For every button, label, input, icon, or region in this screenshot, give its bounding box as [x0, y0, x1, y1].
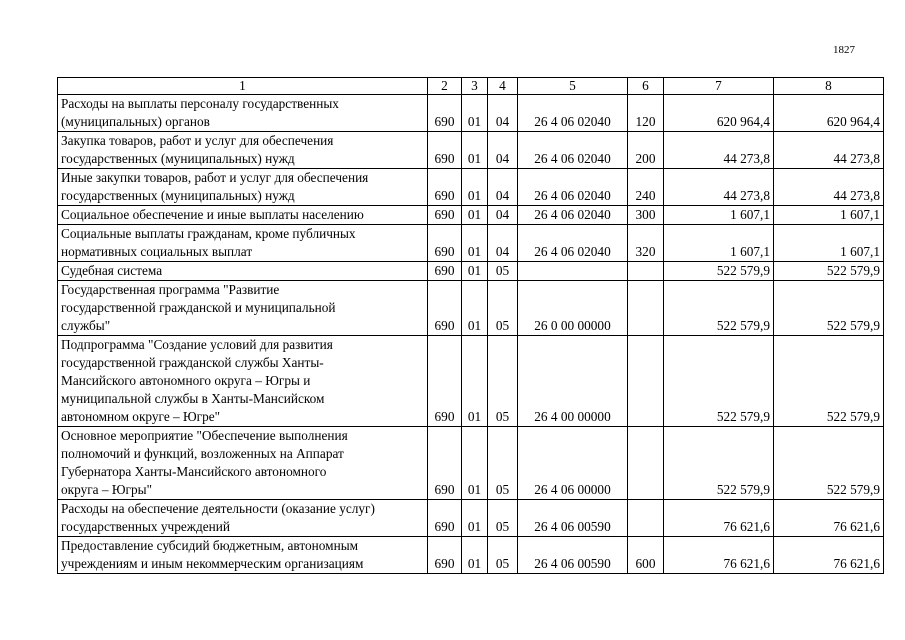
cell-target-article: 26 4 06 00590	[518, 500, 628, 537]
cell-target-article: 26 4 06 02040	[518, 169, 628, 206]
table-row	[58, 281, 884, 336]
cell-admin-code: 690	[428, 206, 462, 225]
cell-section: 01	[462, 225, 488, 262]
cell-section: 01	[462, 537, 488, 574]
cell-admin-code: 690	[428, 500, 462, 537]
header-col-6: 6	[628, 78, 664, 95]
cell-amount-1: 1 607,1	[664, 206, 774, 225]
cell-subsection: 05	[488, 281, 518, 336]
table-row	[58, 225, 884, 262]
cell-description: Судебная система	[58, 262, 428, 281]
cell-description: Основное мероприятие "Обеспечение выполнения полномочий и функций, возложенных на Аппарат Губернатора Ханты-Мансийского автономного округа – Югры"	[58, 427, 428, 500]
cell-expense-type	[628, 336, 664, 427]
cell-expense-type	[628, 427, 664, 500]
header-col-3: 3	[462, 78, 488, 95]
header-col-5: 5	[518, 78, 628, 95]
cell-subsection: 05	[488, 336, 518, 427]
cell-admin-code: 690	[428, 537, 462, 574]
cell-admin-code: 690	[428, 132, 462, 169]
cell-target-article: 26 4 06 02040	[518, 132, 628, 169]
cell-amount-1: 76 621,6	[664, 537, 774, 574]
cell-amount-1: 1 607,1	[664, 225, 774, 262]
cell-description: Закупка товаров, работ и услуг для обеспечения государственных (муниципальных) нужд	[58, 132, 428, 169]
cell-subsection: 04	[488, 225, 518, 262]
cell-section: 01	[462, 95, 488, 132]
cell-amount-2: 522 579,9	[774, 281, 884, 336]
table-row	[58, 537, 884, 574]
budget-table	[57, 77, 884, 574]
cell-subsection: 05	[488, 537, 518, 574]
cell-expense-type: 300	[628, 206, 664, 225]
cell-subsection: 04	[488, 169, 518, 206]
cell-description: Подпрограмма "Создание условий для развития государственной гражданской службы Ханты- Мансийского автономного округа – Югры и муниципальной службы в Ханты-Мансийском автономном округе – Югре"	[58, 336, 428, 427]
table-row	[58, 132, 884, 169]
cell-amount-2: 1 607,1	[774, 225, 884, 262]
cell-section: 01	[462, 262, 488, 281]
cell-section: 01	[462, 206, 488, 225]
table-header-row	[58, 78, 884, 95]
cell-expense-type	[628, 500, 664, 537]
cell-amount-2: 44 273,8	[774, 132, 884, 169]
cell-target-article: 26 0 00 00000	[518, 281, 628, 336]
table-row	[58, 336, 884, 427]
cell-target-article	[518, 262, 628, 281]
table-row	[58, 169, 884, 206]
cell-target-article: 26 4 06 02040	[518, 206, 628, 225]
cell-expense-type: 320	[628, 225, 664, 262]
cell-target-article: 26 4 06 02040	[518, 225, 628, 262]
cell-amount-1: 44 273,8	[664, 169, 774, 206]
cell-subsection: 04	[488, 95, 518, 132]
cell-amount-2: 76 621,6	[774, 537, 884, 574]
cell-amount-2: 522 579,9	[774, 336, 884, 427]
cell-admin-code: 690	[428, 281, 462, 336]
cell-amount-1: 522 579,9	[664, 281, 774, 336]
cell-expense-type	[628, 262, 664, 281]
cell-subsection: 05	[488, 500, 518, 537]
cell-amount-2: 620 964,4	[774, 95, 884, 132]
cell-section: 01	[462, 281, 488, 336]
table-row	[58, 95, 884, 132]
cell-amount-1: 522 579,9	[664, 336, 774, 427]
cell-expense-type: 120	[628, 95, 664, 132]
cell-admin-code: 690	[428, 336, 462, 427]
cell-amount-2: 522 579,9	[774, 427, 884, 500]
cell-description: Социальные выплаты гражданам, кроме публичных нормативных социальных выплат	[58, 225, 428, 262]
cell-section: 01	[462, 336, 488, 427]
cell-section: 01	[462, 132, 488, 169]
cell-amount-1: 76 621,6	[664, 500, 774, 537]
cell-section: 01	[462, 427, 488, 500]
cell-description: Государственная программа "Развитие государственной гражданской и муниципальной службы"	[58, 281, 428, 336]
cell-amount-2: 44 273,8	[774, 169, 884, 206]
cell-target-article: 26 4 06 00000	[518, 427, 628, 500]
header-col-7: 7	[664, 78, 774, 95]
cell-subsection: 05	[488, 427, 518, 500]
cell-amount-1: 620 964,4	[664, 95, 774, 132]
cell-expense-type: 200	[628, 132, 664, 169]
cell-description: Расходы на обеспечение деятельности (оказание услуг) государственных учреждений	[58, 500, 428, 537]
header-col-1: 1	[58, 78, 428, 95]
cell-subsection: 04	[488, 206, 518, 225]
cell-description: Расходы на выплаты персоналу государственных (муниципальных) органов	[58, 95, 428, 132]
cell-section: 01	[462, 500, 488, 537]
cell-target-article: 26 4 06 00590	[518, 537, 628, 574]
cell-description: Иные закупки товаров, работ и услуг для обеспечения государственных (муниципальных) нужд	[58, 169, 428, 206]
cell-admin-code: 690	[428, 225, 462, 262]
table-row	[58, 206, 884, 225]
header-col-4: 4	[488, 78, 518, 95]
header-col-8: 8	[774, 78, 884, 95]
cell-expense-type: 240	[628, 169, 664, 206]
header-col-2: 2	[428, 78, 462, 95]
cell-admin-code: 690	[428, 427, 462, 500]
cell-section: 01	[462, 169, 488, 206]
cell-admin-code: 690	[428, 169, 462, 206]
cell-subsection: 04	[488, 132, 518, 169]
cell-target-article: 26 4 00 00000	[518, 336, 628, 427]
cell-amount-2: 76 621,6	[774, 500, 884, 537]
cell-admin-code: 690	[428, 262, 462, 281]
cell-amount-1: 522 579,9	[664, 427, 774, 500]
cell-amount-2: 522 579,9	[774, 262, 884, 281]
cell-amount-2: 1 607,1	[774, 206, 884, 225]
table-row	[58, 500, 884, 537]
cell-target-article: 26 4 06 02040	[518, 95, 628, 132]
cell-expense-type	[628, 281, 664, 336]
table-row	[58, 262, 884, 281]
table-row	[58, 427, 884, 500]
page-number: 1827	[833, 44, 855, 56]
cell-amount-1: 522 579,9	[664, 262, 774, 281]
cell-expense-type: 600	[628, 537, 664, 574]
cell-description: Социальное обеспечение и иные выплаты населению	[58, 206, 428, 225]
cell-amount-1: 44 273,8	[664, 132, 774, 169]
cell-subsection: 05	[488, 262, 518, 281]
cell-admin-code: 690	[428, 95, 462, 132]
cell-description: Предоставление субсидий бюджетным, автономным учреждениям и иным некоммерческим организациям	[58, 537, 428, 574]
